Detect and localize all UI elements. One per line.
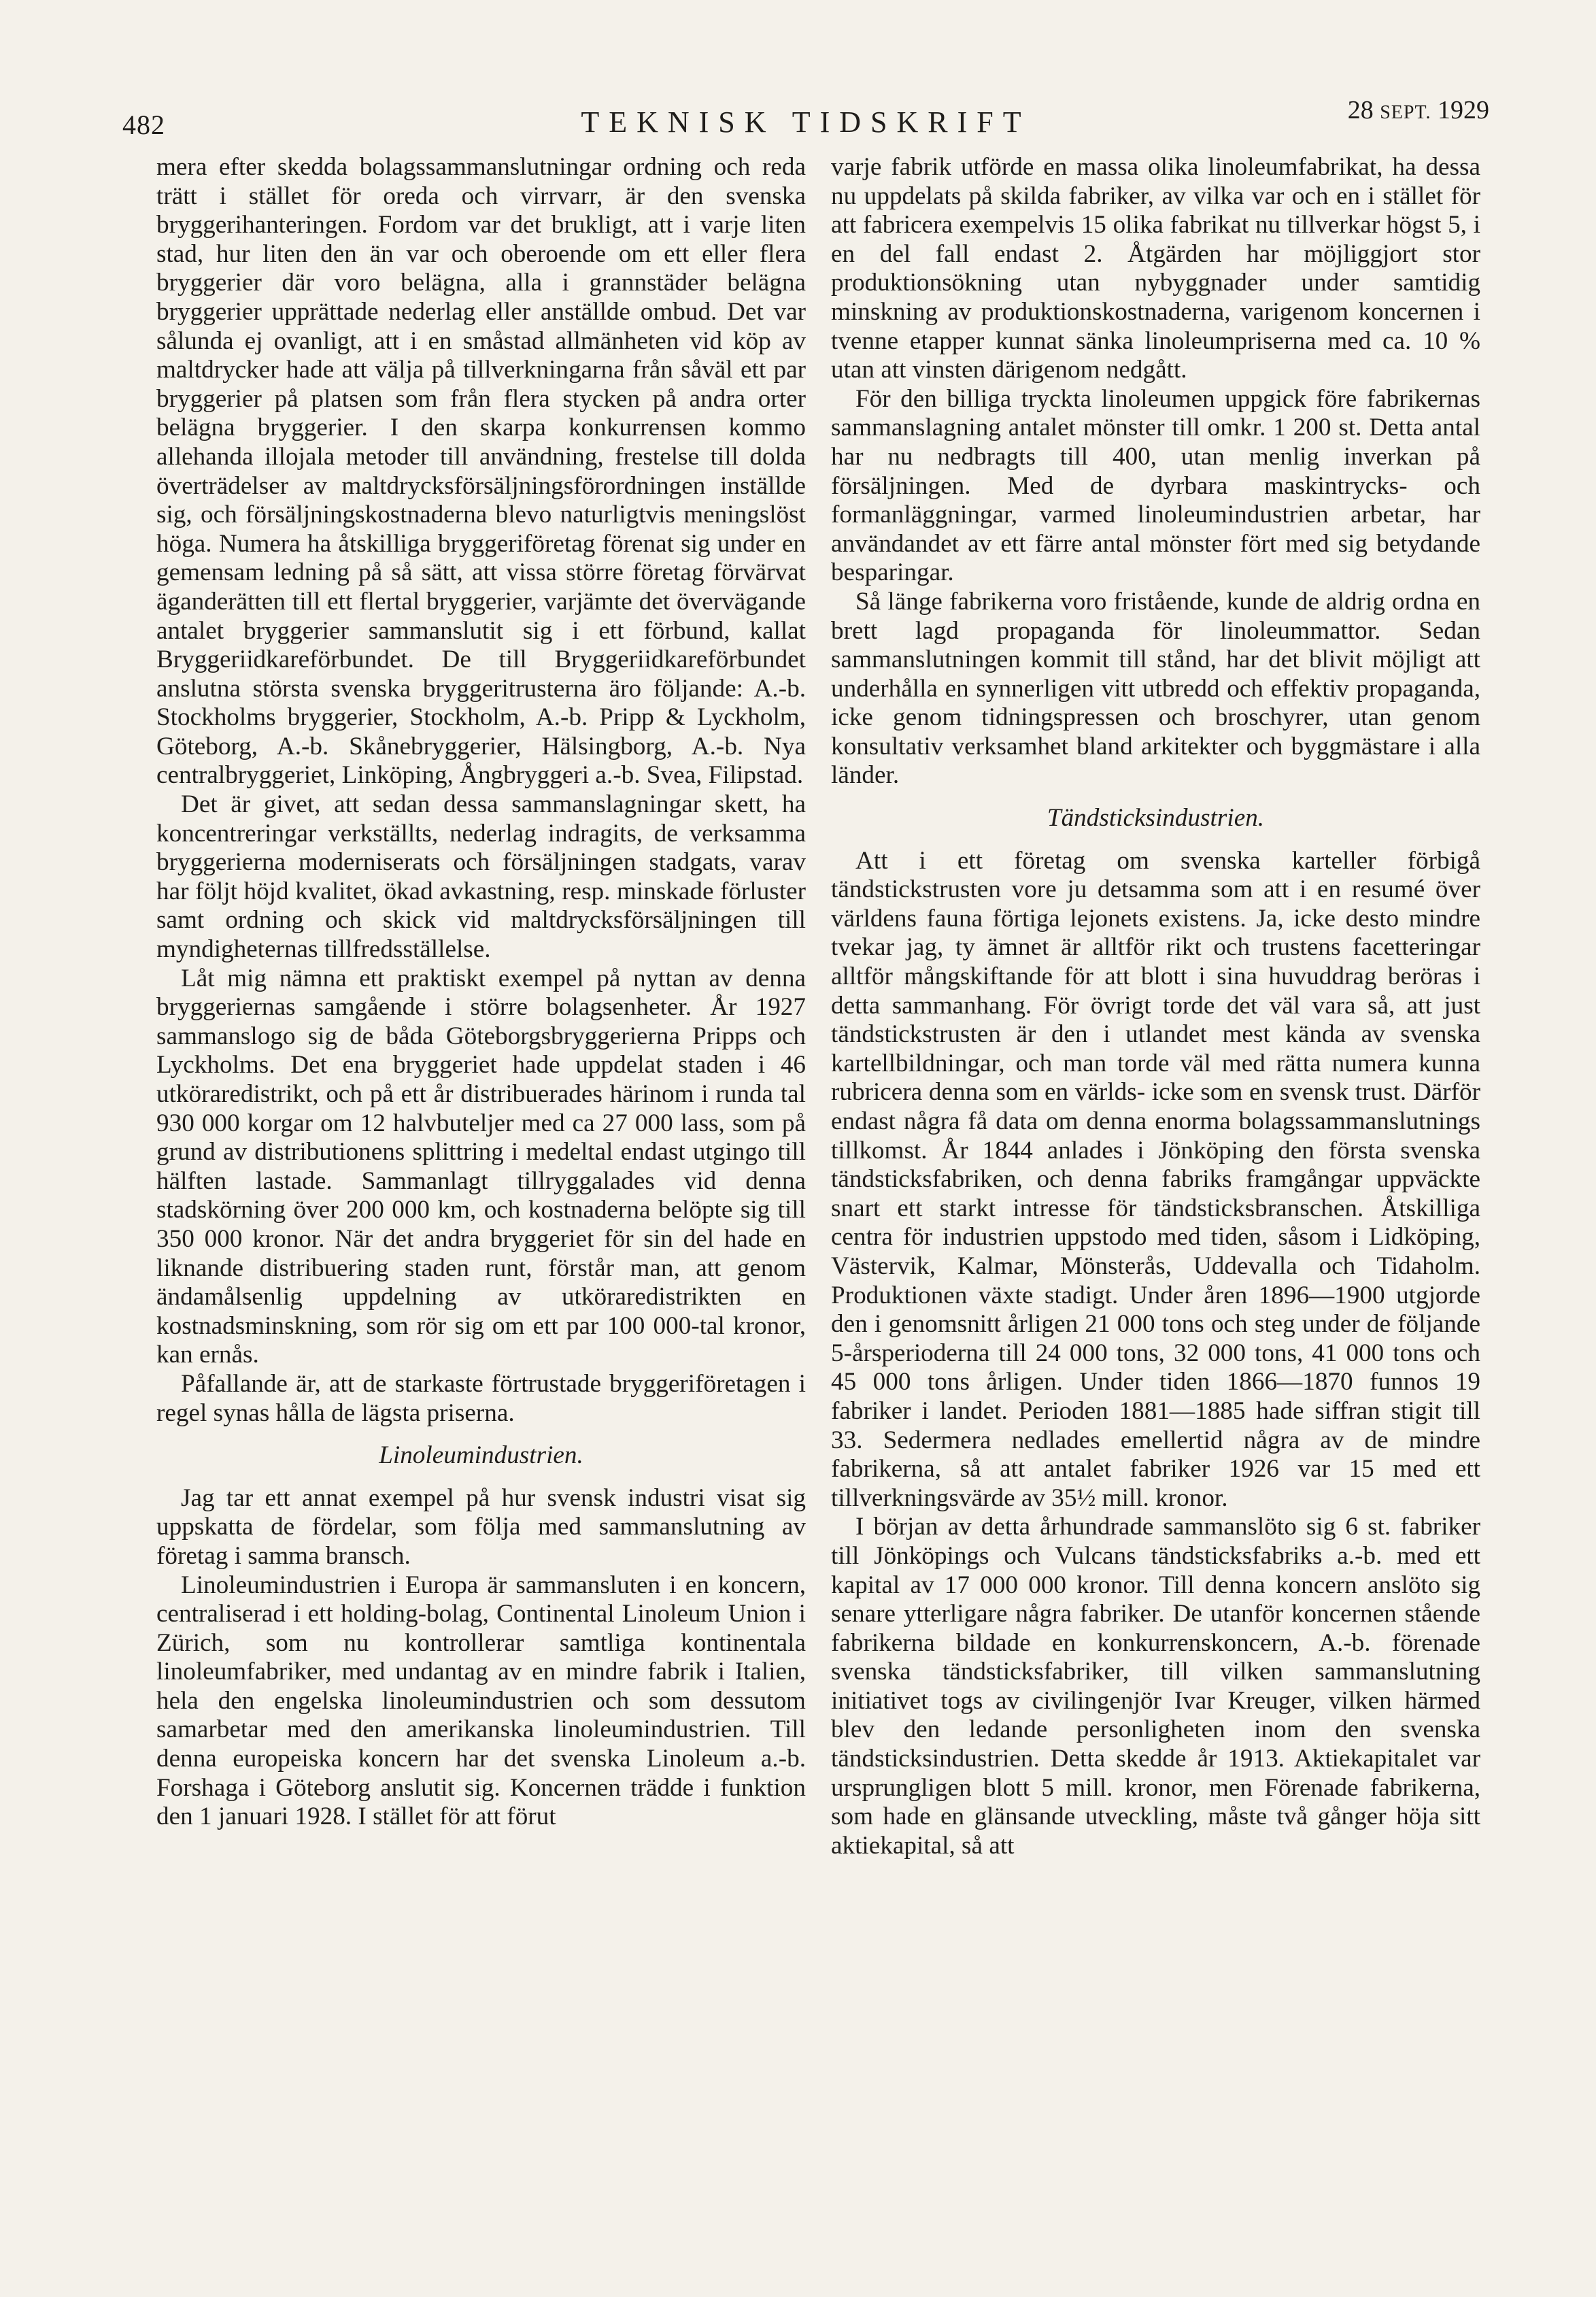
issue-date-month: SEPT. (1380, 102, 1431, 123)
paragraph: I början av detta århundrade sammanslöto sig 6 st. fabriker till Jönköpings och Vulcans tändsticksfabriks a.-b. med ett kapital av 17 000 000 kronor. Till denna koncern anslöto sig senare ytterligare några fabriker. De utanför koncernen stående fabrikerna bildade en konkurrenskoncern, A.-b. förenade svenska tändsticksfabriker, till vilken sammanslutning initiativet togs av civilingenjör Ivar Kreuger, vilken härmed blev den ledande personligheten inom den svenska tändsticksindustrien. Detta skedde år 1913. Aktiekapitalet var ursprungligen blott 5 mill. kronor, men Förenade fabrikerna, som hade en glänsande utveckling, måste två gånger höja sitt aktiekapital, så att (831, 1513, 1480, 1860)
right-column (831, 153, 1480, 2221)
issue-date (1348, 95, 1489, 125)
left-column (156, 153, 806, 2221)
section-heading-linoleum: Linoleumindustrien. (379, 1441, 583, 1470)
paragraph: Jag tar ett annat exempel på hur svensk industri visat sig uppskatta de fördelar, som följa med sammanslutning av företag i samma bransch. (156, 1483, 806, 1570)
paragraph: Låt mig nämna ett praktiskt exempel på nyttan av denna bryggeriernas samgående i större bolagsenheter. År 1927 sammanslogo sig de båda Göteborgsbryggerierna Pripps och Lyckholms. Det ena bryggeriet hade uppdelat staden i 46 utköraredistrikt, och på ett år distribuerades härinom i runda tal 930 000 korgar om 12 halvbuteljer med ca 27 000 lass, som på grund av distributionens splittring i medeltal endast utgingo till hälften lastade. Sammanlagt tillryggalades vid denna stadskörning över 200 000 km, och kostnaderna belöpte sig till 350 000 kronor. När det andra bryggeriet för sin del hade en liknande distribuering staden runt, förstår man, att genom ändamålsenlig uppdelning av utköraredistrikten en kostnadsminskning, som rör sig om ett par 100 000-tal kronor, kan ernås. (156, 964, 806, 1369)
paragraph: Linoleumindustrien i Europa är sammansluten i en koncern, centraliserad i ett holding-bolag, Continental Linoleum Union i Zürich, som nu kontrollerar samtliga kontinentala linoleumfabriker, med undantag av en mindre fabrik i Italien, hela den engelska linoleumindustrien och som dessutom samarbetar med den amerikanska linoleumindustrien. Till denna europeiska koncern har det svenska Linoleum a.-b. Forshaga i Göteborg anslutit sig. Koncernen trädde i funktion den 1 januari 1928. I stället för att förut (156, 1571, 806, 1831)
paragraph: Påfallande är, att de starkaste förtrustade bryggeriföretagen i regel synas hålla de lägsta priserna. (156, 1369, 806, 1427)
paragraph: varje fabrik utförde en massa olika linoleumfabrikat, ha dessa nu uppdelats på skilda fabriker, av vilka var och en i stället för att fabricera exempelvis 15 olika fabrikat nu tillverkar högst 5, i en del fall endast 2. Åtgärden har möjliggjort stor produktionsökning utan nybyggnader under samtidig minskning av produktionskostnaderna, varigenom koncernen i tvenne etapper kunnat sänka linoleumpriserna med ca. 10 % utan att vinsten därigenom nedgått. (831, 153, 1480, 384)
paragraph: För den billiga tryckta linoleumen uppgick före fabrikernas sammanslagning antalet mönster till omkr. 1 200 st. Detta antal har nu nedbragts till 400, utan menlig inverkan på försäljningen. Med de dyrbara maskintrycks- och formanläggningar, varmed linoleumindustrien arbetar, har användandet av ett färre antal mönster fört med sig betydande besparingar. (831, 384, 1480, 587)
paragraph: Det är givet, att sedan dessa sammanslagningar skett, ha koncentreringar verkställts, nederlag indragits, de verksamma bryggerierna moderniserats och försäljningen stadgats, varav har följt höjd kvalitet, ökad avkastning, resp. minskade förluster samt ordning och skick vid maltdrycksförsäljningen till myndigheternas tillfredsställelse. (156, 790, 806, 964)
page-number: 482 (122, 110, 165, 140)
journal-title: TEKNISK TIDSKRIFT (581, 105, 1031, 139)
section-heading-match-industry: Tändsticksindustrien. (1047, 804, 1265, 833)
page-header (122, 95, 1489, 150)
issue-date-year: 1929 (1438, 96, 1489, 124)
paragraph: Att i ett företag om svenska karteller förbigå tändstickstrusten vore ju detsamma som att i en resumé över världens fauna förtiga lejonets existens. Ja, icke desto mindre tvekar jag, ty ämnet är alltför rikt och trustens facetteringar alltför mångskiftande för att blott i sina huvuddrag beröras i detta sammanhang. För övrigt torde det väl vara så, att just tändstickstrusten är den i utlandet mest kända av svenska kartellbildningar, och man torde väl med rätta numera kunna rubricera denna som en världs- icke som en svensk trust. Därför endast några få data om denna enorma bolagssammanslutnings tillkomst. År 1844 anlades i Jönköping den första svenska tändsticksfabriken, och denna fabriks framgångar uppväckte snart ett starkt intresse för tändsticksbranschen. Åtskilliga centra för industrien uppstodo med tiden, såsom i Lidköping, Västervik, Kalmar, Mönsterås, Uddevalla och Tidaholm. Produktionen växte stadigt. Under åren 1896—1900 utgjorde den i genomsnitt årligen 21 000 tons och steg under de följande 5-årsperioderna till 24 000 tons, 32 000 tons, 41 000 tons och 45 000 tons årligen. Under tiden 1866—1870 funnos 19 fabriker i landet. Perioden 1881—1885 hade siffran stigit till 33. Sedermera nedlades emellertid några av de mindre fabrikerna, så att antalet fabriker 1926 var 15 med ett tillverkningsvärde av 35½ mill. kronor. (831, 846, 1480, 1512)
paragraph: mera efter skedda bolagssammanslutningar ordning och reda trätt i stället för oreda och virrvarr, är den svenska bryggerihanteringen. Fordom var det brukligt, att i varje liten stad, hur liten den än var och oberoende om ett eller flera bryggerier där voro belägna, alla i grannstäder belägna bryggerier upprättade nederlag eller anställde ombud. Det var sålunda ej ovanligt, att i en småstad allmänheten vid köp av maltdrycker hade att välja på tillverkningarna från såväl ett par bryggerier på platsen som från flera stycken på andra orter belägna bryggerier. I den skarpa konkurrensen kommo allehanda illojala metoder till användning, frestelse till dolda överträdelser av maltdrycksförsäljningsförordningen inställde sig, och försäljningskostnaderna blevo naturligtvis meningslöst höga. Numera ha åtskilliga bryggeriföretag förenat sig under en gemensam ledning på så sätt, att vissa större företag förvärvat äganderätten till ett flertal bryggerier, varjämte det övervägande antalet bryggerier sammanslutit sig i ett förbund, kallat Bryggeriidkareförbundet. De till Bryggeriidkareförbundet anslutna största svenska bryggeritrusterna äro följande: A.-b. Stockholms bryggerier, Stockholm, A.-b. Pripp & Lyckholm, Göteborg, A.-b. Skånebryggerier, Hälsingborg, A.-b. Nya centralbryggeriet, Linköping, Ångbryggeri a.-b. Svea, Filipstad. (156, 153, 806, 790)
issue-date-day: 28 (1347, 96, 1374, 124)
paragraph: Så länge fabrikerna voro fristående, kunde de aldrig ordna en brett lagd propaganda för linoleummattor. Sedan sammanslutningen kommit till stånd, har det blivit möjligt att underhålla en synnerligen vitt utbredd och effektiv propaganda, icke genom tidningspressen och broschyrer, utan genom konsultativ verksamhet bland arkitekter och byggmästare i alla länder. (831, 587, 1480, 790)
